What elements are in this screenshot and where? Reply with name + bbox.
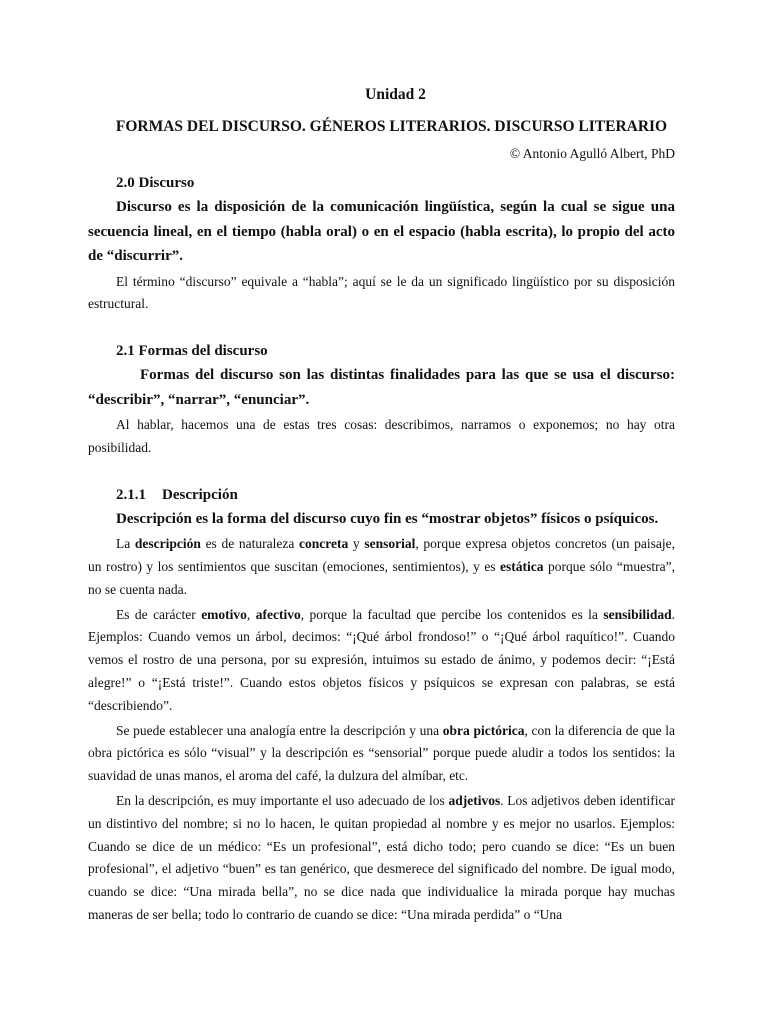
paragraph-descripcion-1: La descripción es de naturaleza concreta y sensorial, porque expresa objetos concretos (un paisaje, un rostro) y los sentimientos que suscitan (emociones, sentimientos), y es estática porque sólo “muestra”, no se cuenta nada. [88,536,675,597]
definition-discurso: Discurso es la disposición de la comunicación lingüística, según la cual se sigue una secuencia lineal, en el tiempo (habla oral) o en el espacio (habla escrita), lo propio del acto de “discurrir”. [88,199,675,264]
subsection-title: Descripción [162,486,238,503]
section-heading-formas: 2.1 Formas del discurso [116,343,268,360]
paragraph-descripcion-3: Se puede establecer una analogía entre la descripción y una obra pictórica, con la diferencia de que la obra pictórica es sólo “visual” y la descripción es “sensorial” porque puede aludir a todos los sentidos: la suavidad de unas manos, el aroma del café, la dulzura del almíbar, etc. [88,722,676,784]
paragraph-formas: Al hablar, hacemos una de estas tres cosas: describimos, narramos o exponemos; no hay otra posibilidad. [88,417,675,455]
definition-formas: Formas del discurso son las distintas finalidades para las que se usa el discurso: “describir”, “narrar”, “enunciar”. [88,367,675,408]
section-heading-discurso: 2.0 Discurso [116,175,195,191]
subsection-number: 2.1.1 [116,486,146,503]
paragraph-descripcion-2: Es de carácter emotivo, afectivo, porque la facultad que percibe los contenidos es la sensibilidad. Ejemplos: Cuando vemos un árbol, decimos: “¡Qué árbol frondoso!” o “¡Qué árbol raquítico!”. Cuando vemos el rostro de una persona, por su expresión, intuimos su estado de ánimo, y podemos decir: “¡Está alegre!” o “¡Está triste!”. Cuando estos objetos físicos y psíquicos se expresan con palabras, se está “describiendo”. [88,606,676,713]
document-title: FORMAS DEL DISCURSO. GÉNEROS LITERARIOS. DISCURSO LITERARIO [115,118,668,135]
unit-title: Unidad 2 [365,86,426,103]
paragraph-descripcion-4: En la descripción, es muy importante el uso adecuado de los adjetivos. Los adjetivos deben identificar un distintivo del nombre; si no lo hacen, le quitan propiedad al nombre y es mejor no usarlos. Ejemplos: Cuando se dice de un médico: “Es un profesional”, está dicho todo; pero cuando se dice: “Es un buen profesional”, el adjetivo “buen” es tan genérico, que desmerece del significado del nombre. De igual modo, cuando se dice: “Una mirada bella”, no se dice nada que individualice la mirada porque hay muchas maneras de ser bella; todo lo contrario de cuando se dice: “Una mirada perdida” o “Una [88,792,675,922]
definition-descripcion: Descripción es la forma del discurso cuyo fin es “mostrar objetos” físicos o psíquicos. [116,510,659,527]
paragraph-discurso: El término “discurso” equivale a “habla”; aquí se le da un significado lingüístico por su disposición estructural. [88,273,675,312]
subsection-heading-descripcion [116,484,675,506]
author-credit: © Antonio Agulló Albert, PhD [509,146,675,161]
document-page [88,84,676,929]
